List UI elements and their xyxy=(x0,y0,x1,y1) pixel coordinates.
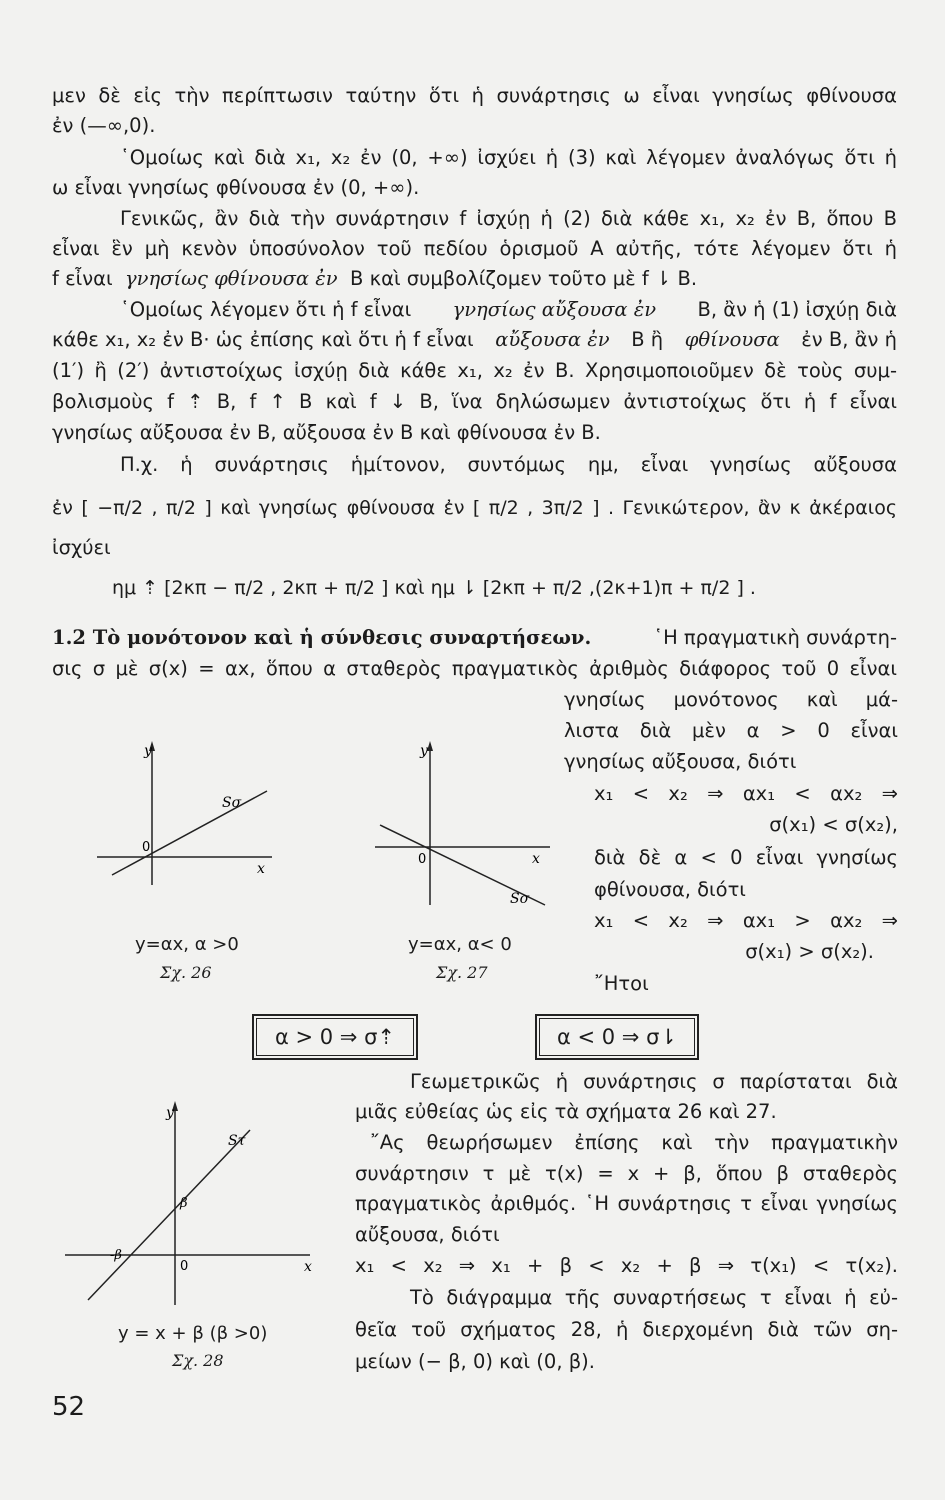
text-line: Τὸ διάγραμμα τῆς συναρτήσεως τ εἶναι ἡ εὐ- xyxy=(410,1286,898,1309)
origin-label: 0 xyxy=(418,852,427,867)
figure-26-number: Σχ. 26 xyxy=(160,963,212,982)
curve-label: Sσ xyxy=(510,891,530,907)
x-label: x xyxy=(257,861,265,877)
figure-28-caption: y = x + β (β >0) xyxy=(118,1323,268,1344)
figure-28-number: Σχ. 28 xyxy=(172,1351,224,1370)
math-line: σ(x₁) < σ(x₂), xyxy=(769,813,898,836)
graph-line xyxy=(112,791,267,875)
text-line: γνησίως μονότονος καὶ μά- xyxy=(564,688,898,711)
text-span: ἐν B, ἂν ἡ xyxy=(801,328,897,351)
y-label: y xyxy=(166,1105,174,1121)
italic-term: γνησίως φθίνουσα ἐν xyxy=(124,267,338,290)
text-span: f εἶναι xyxy=(52,267,113,290)
text-span: B καὶ συμβολίζομεν τοῦτο μὲ f ⇂ B. xyxy=(350,267,698,290)
section-heading-line xyxy=(52,624,897,652)
text-span: ῾Η πραγματικὴ συνάρτη- xyxy=(653,626,897,649)
text-line xyxy=(52,265,897,293)
italic-term: γνησίως αὔξουσα ἐν xyxy=(452,298,657,321)
origin-label: 0 xyxy=(180,1259,189,1274)
text-line: Π.χ. ἡ συνάρτησις ἡμίτονον, συντόμως ημ, εἶναι γνησίως αὔξουσα xyxy=(120,453,897,476)
x-label: x xyxy=(532,851,540,867)
italic-term: αὔξουσα ἐν xyxy=(495,328,610,351)
curve-label: Sτ xyxy=(228,1133,246,1149)
figure-26 xyxy=(92,735,292,895)
text-line xyxy=(120,296,897,324)
text-line: μεν δὲ εἰς τὴν περίπτωσιν ταύτην ὅτι ἡ συνάρτησις ω εἶναι γνησίως φθίνουσα xyxy=(52,84,897,107)
text-line: αὔξουσα, διότι xyxy=(355,1223,500,1246)
text-line: γνησίως αὔξουσα ἐν B, αὔξουσα ἐν B καὶ φθίνουσα ἐν B. xyxy=(52,421,601,444)
y-label: y xyxy=(144,743,152,759)
text-line: συνάρτησιν τ μὲ τ(x) = x + β, ὅπου β σταθερὸς xyxy=(355,1162,898,1185)
math-display: ημ ⇡ [2κπ − π/2 , 2κπ + π/2 ] καὶ ημ ⇂ [2κπ + π/2 ,(2κ+1)π + π/2 ] . xyxy=(112,577,756,599)
text-line: Γεωμετρικῶς ἡ συνάρτησις σ παρίσταται διὰ xyxy=(410,1070,898,1093)
text-line: φθίνουσα, διότι xyxy=(594,878,746,901)
text-line xyxy=(52,326,897,354)
text-line: ἰσχύει xyxy=(52,536,111,559)
text-line: ἐν (—∞,0). xyxy=(52,114,156,137)
text-line: βολισμοὺς f ⇡ B, f ↑ B καὶ f ↓ B, ἵνα δηλώσωμεν ἀντιστοίχως ὅτι ἡ f εἶναι xyxy=(52,390,897,413)
text-line: Γενικῶς, ἂν διὰ τὴν συνάρτησιν f ἰσχύῃ ἡ (2) διὰ κάθε x₁, x₂ ἐν B, ὅπου B xyxy=(120,207,897,230)
beta-label: β xyxy=(180,1196,188,1211)
math-line: x₁ < x₂ ⇒ αx₁ > αx₂ ⇒ xyxy=(594,909,898,932)
text-span: κάθε x₁, x₂ ἐν B· ὡς ἐπίσης καὶ ὅτι ἡ f εἶναι xyxy=(52,328,474,351)
math-line: σ(x₁) > σ(x₂). xyxy=(745,940,874,963)
text-line: διὰ δὲ α < 0 εἶναι γνησίως xyxy=(594,846,898,869)
text-line: (1′) ἢ (2′) ἀντιστοίχως ἰσχύῃ διὰ κάθε x₁, x₂ ἐν B. Χρησιμοποιοῦμεν δὲ τοὺς συμ- xyxy=(52,359,897,382)
section-title: 1.2 Τὸ μονότονον καὶ ἡ σύνθεσις συναρτήσεων. xyxy=(52,626,592,649)
figure-27 xyxy=(370,735,570,915)
text-span: B, ἂν ἡ (1) ἰσχύῃ διὰ xyxy=(697,298,897,321)
minus-beta-label: -β xyxy=(110,1248,122,1263)
x-label: x xyxy=(304,1259,312,1275)
text-line: μείων (− β, 0) καὶ (0, β). xyxy=(355,1350,595,1373)
text-span: ῾Ομοίως λέγομεν ὅτι ἡ f εἶναι xyxy=(120,298,412,321)
text-line: ῎Ητοι xyxy=(594,972,649,995)
origin-label: 0 xyxy=(142,840,151,855)
math-line: x₁ < x₂ ⇒ x₁ + β < x₂ + β ⇒ τ(x₁) < τ(x₂). xyxy=(355,1254,898,1277)
text-line: εἶναι ἓν μὴ κενὸν ὑποσύνολον τοῦ πεδίου ὁρισμοῦ A αὐτῆς, τότε λέγομεν ὅτι ἡ xyxy=(52,237,897,260)
boxed-formula: α < 0 ⇒ σ⇂ xyxy=(535,1014,699,1060)
text-line: πραγματικὸς ἀριθμός. ῾Η συνάρτησις τ εἶναι γνησίως xyxy=(355,1192,898,1215)
y-label: y xyxy=(420,743,428,759)
text-line: ῾Ομοίως καὶ διὰ x₁, x₂ ἐν (0, +∞) ἰσχύει ἡ (3) καὶ λέγομεν ἀναλόγως ὅτι ἡ xyxy=(120,146,897,169)
text-line: σις σ μὲ σ(x) = αx, ὅπου α σταθερὸς πραγματικὸς ἀριθμὸς διάφορος τοῦ 0 εἶναι xyxy=(52,657,897,680)
text-line: θεῖα τοῦ σχήματος 28, ἡ διερχομένη διὰ τῶν ση- xyxy=(355,1318,898,1341)
math-line: x₁ < x₂ ⇒ αx₁ < αx₂ ⇒ xyxy=(594,782,898,805)
text-line: μιᾶς εὐθείας ὡς εἰς τὰ σχήματα 26 καὶ 27. xyxy=(355,1100,777,1123)
text-line: ω εἶναι γνησίως φθίνουσα ἐν (0, +∞). xyxy=(52,176,420,199)
page-number: 52 xyxy=(52,1392,86,1422)
text-line: ῎Ας θεωρήσωμεν ἐπίσης καὶ τὴν πραγματικὴν xyxy=(370,1131,898,1154)
figure-27-number: Σχ. 27 xyxy=(436,963,488,982)
text-line: γνησίως αὔξουσα, διότι xyxy=(564,750,797,773)
curve-label: Sσ xyxy=(222,795,242,811)
boxed-formula: α > 0 ⇒ σ⇡ xyxy=(252,1014,418,1060)
figure-26-caption: y=αx, α >0 xyxy=(135,934,239,955)
math-line: ἐν [ −π/2 , π/2 ] καὶ γνησίως φθίνουσα ἐν [ π/2 , 3π/2 ] . Γενικώτερον, ἂν κ ἀκέραιος xyxy=(52,497,897,519)
graph-line xyxy=(88,1130,250,1300)
text-line: λιστα διὰ μὲν α > 0 εἶναι xyxy=(564,719,898,742)
figure-27-caption: y=αx, α< 0 xyxy=(408,934,512,955)
italic-term: φθίνουσα xyxy=(684,328,780,351)
figure-28 xyxy=(60,1095,330,1315)
text-span: B ἢ xyxy=(631,328,664,351)
